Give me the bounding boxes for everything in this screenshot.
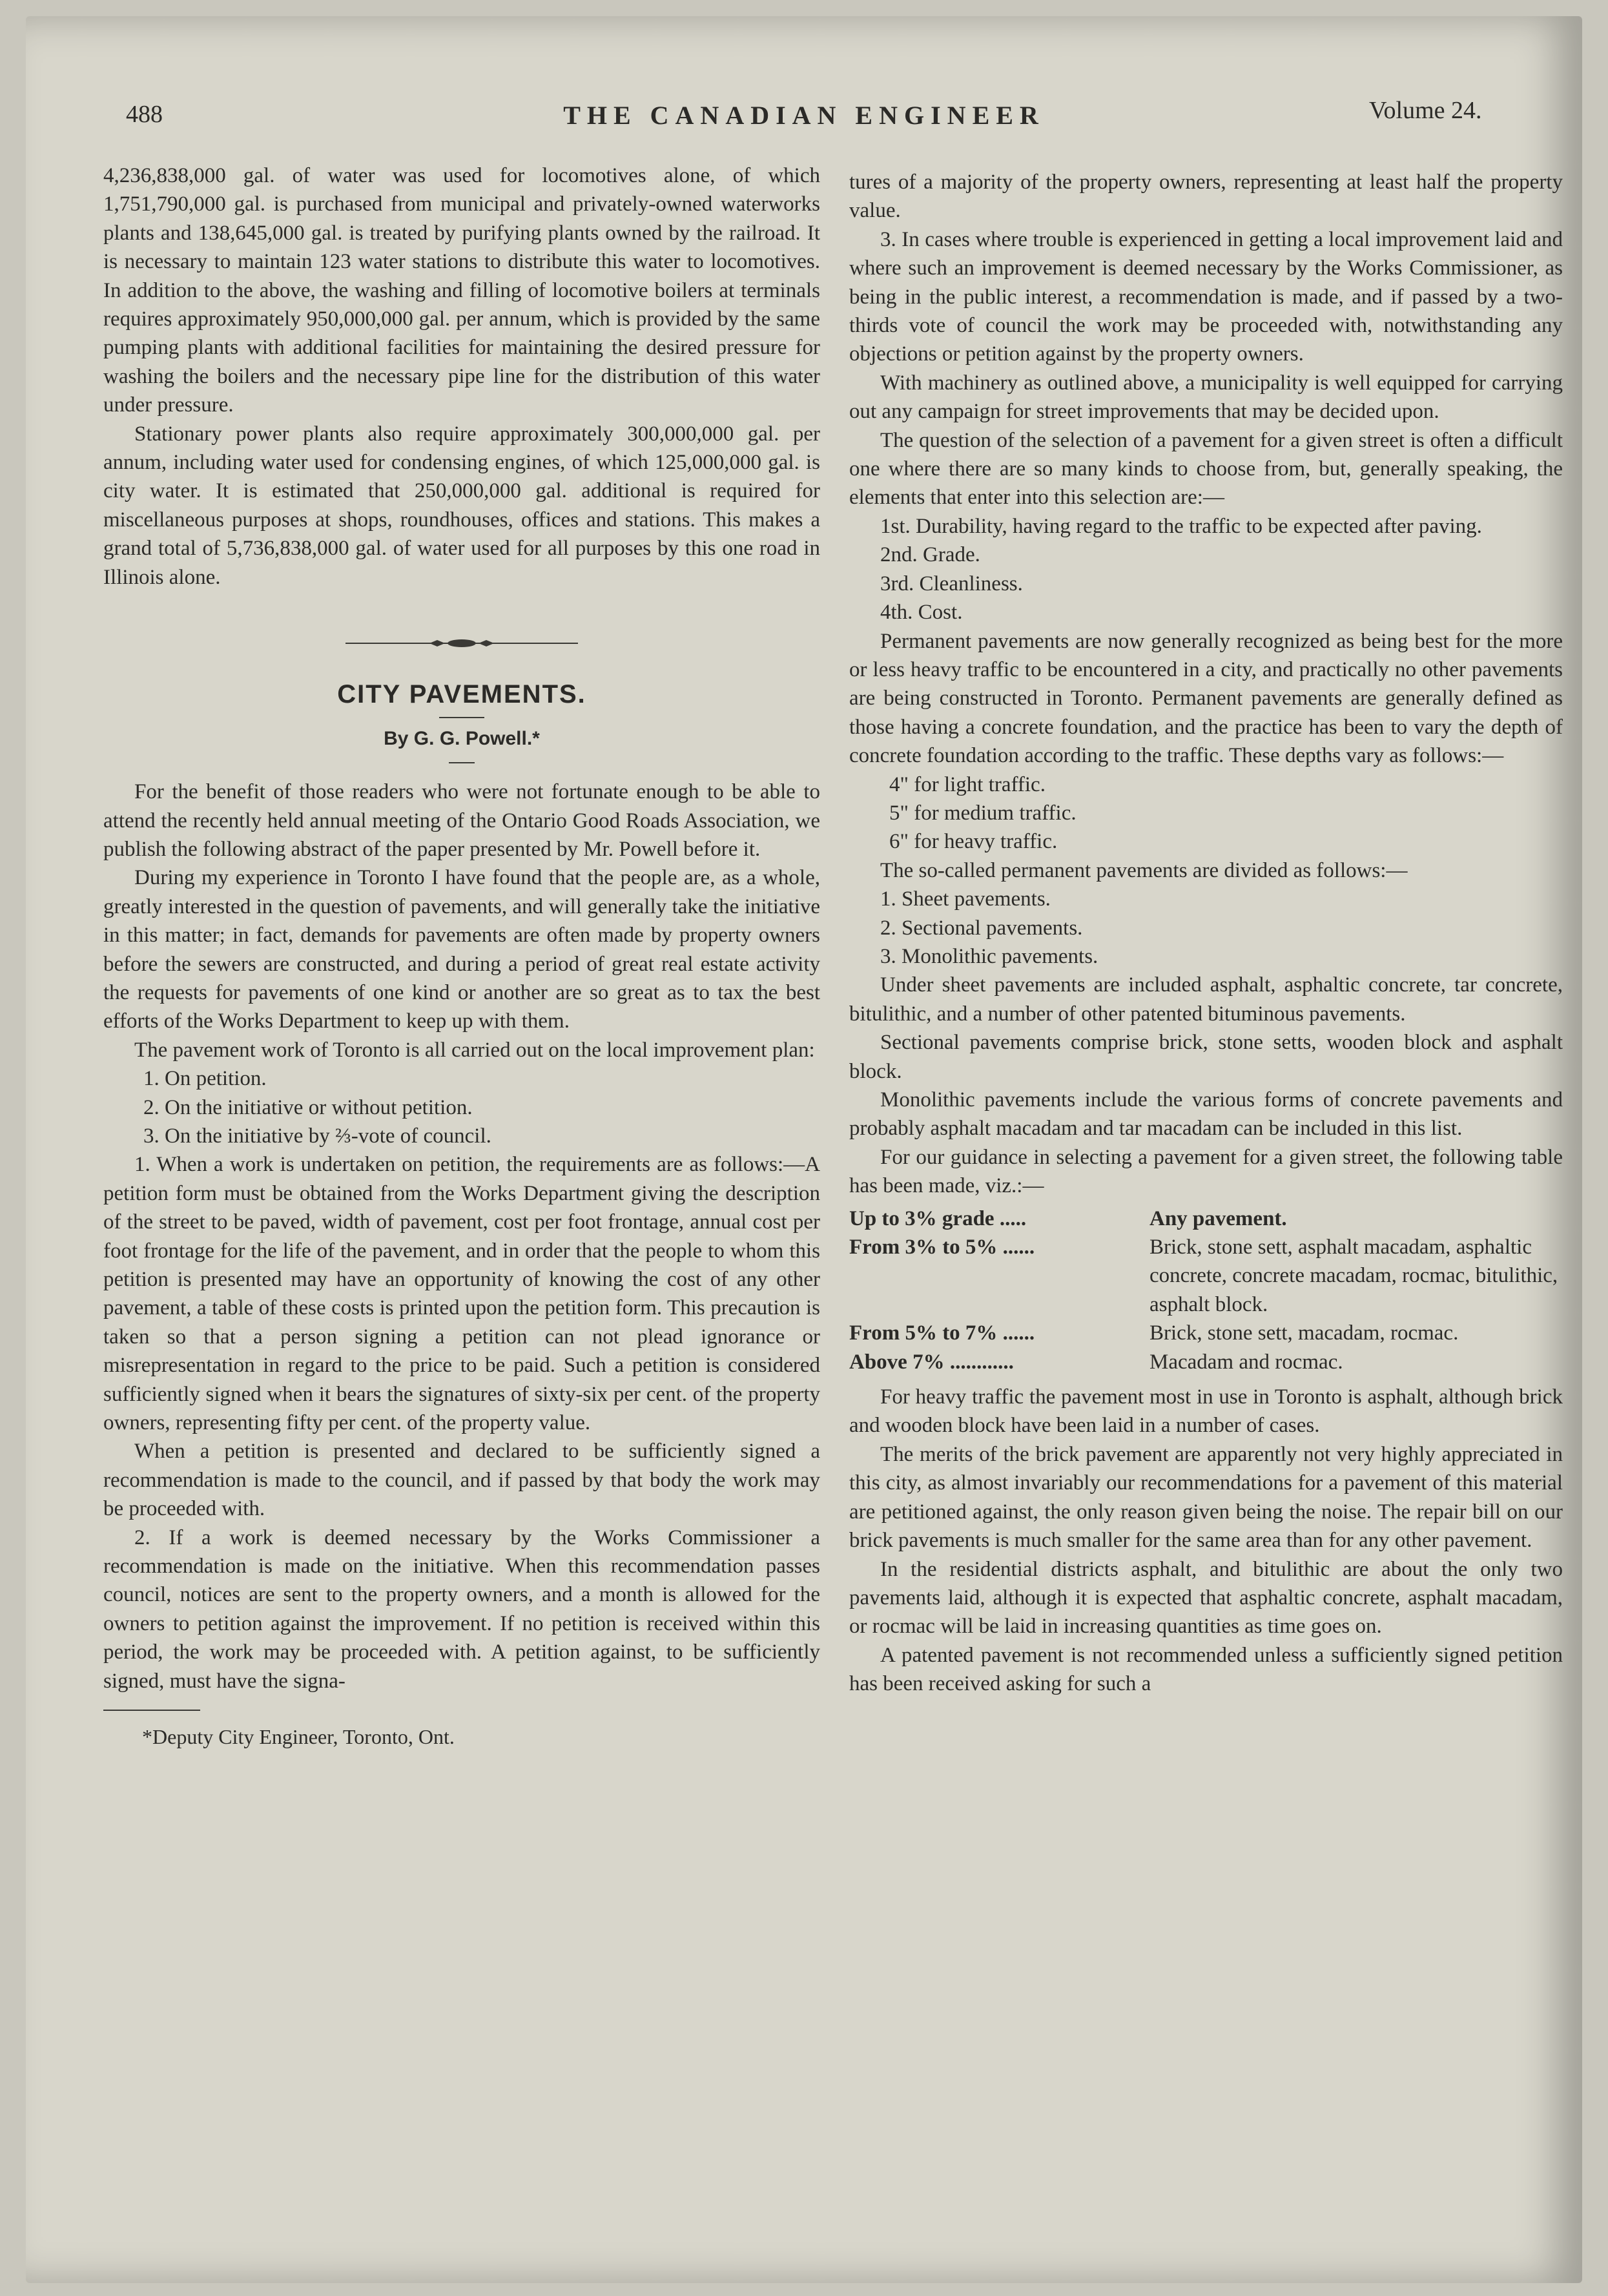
list-item: 2nd. Grade. <box>880 543 980 567</box>
paragraph: A patented pavement is not recommended unless a sufficiently signed petition has been received asking for such a <box>849 1643 1563 1696</box>
page-header <box>26 97 1582 139</box>
pavement-cell: Brick, stone sett, macadam, rocmac. <box>1149 1321 1459 1345</box>
paragraph: 3. In cases where trouble is experienced in getting a local improvement laid and where such an improvement is deemed necessary by the Works Commissioner, as being in the public interest, a recommendation is made, and if passed by a two-thirds vote of council the work may be proceeded with, notwithstanding any objections or petition against by the property owners. <box>849 227 1563 366</box>
paragraph: 4,236,838,000 gal. of water was used for locomotives alone, of which 1,751,790,000 gal. is purchased from municipal and privately-owned waterworks plants and 138,645,000 gal. is treated by purifying plants owned by the railroad. It is necessary to maintain 123 water stations to distribute this water to locomotives. In addition to the above, the washing and filling of locomotive boilers at terminals requires approximately 950,000,000 gal. per annum, which is provided by the same pumping plants with additional facilities for maintaining the desired pressure for washing the boilers and the necessary pipe line for the distribution of this water under pressure. <box>103 164 820 417</box>
article-title: CITY PAVEMENTS. <box>337 680 586 709</box>
paragraph: The merits of the brick pavement are apparently not very highly appreciated in this city, as almost invariably our recommendations for a pavement of this material are petitioned against, the only reason given being the noise. The repair bill on our brick pavements is much smaller for the same area than for any other pavement. <box>849 1442 1563 1553</box>
list-item: 2. On the initiative or without petition. <box>143 1095 473 1119</box>
paragraph: Sectional pavements comprise brick, stone setts, wooden block and asphalt block. <box>849 1031 1563 1083</box>
paragraph: Permanent pavements are now generally recognized as being best for the more or less heavy traffic to be encountered in a city, and practically no other pavements are being constructed in Toronto. Permanent pavements are generally defined as those having a concrete foundation, and the practice has been to vary the depth of concrete foundation according to the traffic. These depths vary as follows:— <box>849 629 1563 768</box>
paragraph: Under sheet pavements are included asphalt, asphaltic concrete, tar concrete, bitulithic, and a number of other patented bituminous pavements. <box>849 973 1563 1026</box>
paragraph: For the benefit of those readers who were not fortunate enough to be able to attend the recently held annual meeting of the Ontario Good Roads Association, we publish the following abstract of the paper presented by Mr. Powell before it. <box>103 780 820 861</box>
right-column <box>849 168 1563 1699</box>
grade-cell: From 3% to 5% ...... <box>849 1236 1035 1259</box>
paragraph: Monolithic pavements include the various forms of concrete pavements and probably asphalt macadam and tar macadam can be included in this list. <box>849 1088 1563 1141</box>
journal-page <box>26 16 1582 2283</box>
paragraph: During my experience in Toronto I have found that the people are, as a whole, greatly interested in the question of pavements, and will generally take the initiative in this matter; in fact, demands for pavements are often made by property owners before the sewers are constructed, and during a period of great real estate activity the requests for pavements of one kind or another are so great as to tax the best efforts of the Works Department to keep up with them. <box>103 866 820 1033</box>
list-item: 4th. Cost. <box>880 601 963 625</box>
paragraph: 1. When a work is undertaken on petition, the requirements are as follows:—A petition form must be obtained from the Works Department giving the description of the street to be paved, width of pavement, cost per foot frontage, annual cost per foot frontage for the life of the pavement, and in order that the people to whom this petition is presented may have an opportunity of knowing the cost of any other pavement, a table of these costs is printed upon the petition form. This precaution is taken so that a person signing a petition can not plead ignorance or misrepresentation in regard to the price to be paid. Such a petition is considered sufficiently signed when it bears the signatures of sixty-six per cent. of the property owners, representing fifty per cent. of the property value. <box>103 1153 820 1435</box>
paragraph: tures of a majority of the property owners, representing at least half the property value. <box>849 171 1563 223</box>
paragraph: For our guidance in selecting a pavement for a given street, the following table has been made, viz.:— <box>849 1145 1563 1198</box>
ornament-divider <box>345 637 578 650</box>
pavement-cell: Brick, stone sett, asphalt macadam, asphaltic concrete, concrete macadam, rocmac, bitulithic, asphalt block. <box>1149 1236 1558 1316</box>
grade-table <box>849 1205 1563 1376</box>
volume-label: Volume 24. <box>1369 97 1482 124</box>
pavement-cell: Any pavement. <box>1149 1206 1287 1230</box>
paragraph: The question of the selection of a pavement for a given street is often a difficult one where there are so many kinds to choose from, but, generally speaking, the elements that enter into this selection are:— <box>849 428 1563 510</box>
article-byline: By G. G. Powell.* <box>384 728 540 750</box>
page-number: 488 <box>126 101 163 128</box>
list-item: 1. On petition. <box>143 1067 267 1091</box>
list-item: 1. Sheet pavements. <box>880 887 1051 911</box>
paragraph: 1st. Durability, having regard to the traffic to be expected after paving. <box>880 514 1482 538</box>
byline-rule <box>449 762 475 763</box>
left-column <box>103 161 820 1752</box>
list-item: 6" for heavy traffic. <box>889 830 1058 854</box>
paragraph: For heavy traffic the pavement most in use in Toronto is asphalt, although brick and wooden block have been laid in a number of cases. <box>849 1385 1563 1438</box>
list-item: 4" for light traffic. <box>889 772 1046 796</box>
paragraph: With machinery as outlined above, a municipality is well equipped for carrying out any campaign for street improvements that may be decided upon. <box>849 371 1563 424</box>
grade-cell: Up to 3% grade ..... <box>849 1206 1027 1230</box>
grade-cell: Above 7% ............ <box>849 1350 1014 1374</box>
paragraph: The pavement work of Toronto is all carried out on the local improvement plan: <box>134 1038 815 1062</box>
list-item: 2. Sectional pavements. <box>880 916 1083 940</box>
pavement-cell: Macadam and rocmac. <box>1149 1350 1343 1374</box>
footnote: *Deputy City Engineer, Toronto, Ont. <box>142 1725 455 1749</box>
list-item: 3. On the initiative by ⅔-vote of council. <box>143 1124 491 1148</box>
paragraph: When a petition is presented and declared to be sufficiently signed a recommendation is made to the council, and if passed by that body the work may be proceeded with. <box>103 1440 820 1521</box>
list-item: 5" for medium traffic. <box>889 801 1077 825</box>
title-rule <box>439 717 484 718</box>
paragraph: Stationary power plants also require approximately 300,000,000 gal. per annum, including water used for condensing engines, of which 125,000,000 gal. is city water. It is estimated that 250,000,000 gal. additional is required for miscellaneous purposes at shops, roundhouses, offices and stations. This makes a grand total of 5,736,838,000 gal. of water used for all purposes by this one road in Illinois alone. <box>103 422 820 589</box>
paragraph: In the residential districts asphalt, and bitulithic are about the only two pavements laid, although it is expected that asphaltic concrete, asphalt macadam, or rocmac will be laid in increasing quantities as time goes on. <box>849 1557 1563 1639</box>
grade-cell: From 5% to 7% ...... <box>849 1321 1035 1345</box>
paragraph: 2. If a work is deemed necessary by the Works Commissioner a recommendation is made on the initiative. When this recommendation passes council, notices are sent to the property owners, and a month is allowed for the owners to petition against the improvement. If no petition is received within this period, the work may be proceeded with. A petition against, to be sufficiently signed, must have the signa- <box>103 1525 820 1693</box>
paragraph: The so-called permanent pavements are divided as follows:— <box>880 858 1408 882</box>
footnote-rule <box>103 1710 200 1711</box>
journal-title: THE CANADIAN ENGINEER <box>563 101 1045 130</box>
list-item: 3. Monolithic pavements. <box>880 944 1098 968</box>
list-item: 3rd. Cleanliness. <box>880 572 1023 595</box>
